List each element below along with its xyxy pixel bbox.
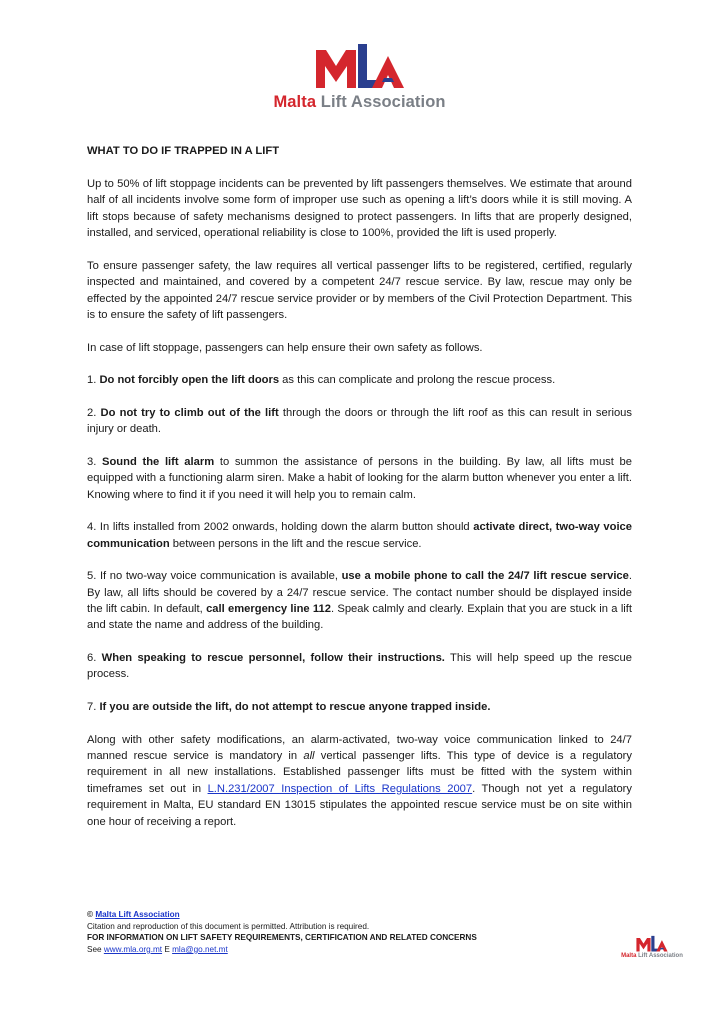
item-text: as this can complicate and prolong the rescue process. [279,374,556,387]
item-text: between persons in the lift and the rescue service. [169,537,422,550]
logo-wordmark [0,93,719,112]
item-text: . Speak calmly and clearly. Explain that you are stuck in a lift and state the name and address of the building. [87,603,633,632]
email-label: E [162,944,173,954]
footer-citation: Citation and reproduction of this document is permitted. Attribution is required. [87,921,370,931]
item-text: through the doors or through the lift roof as this can result in serious injury or death. [87,406,633,436]
footer-contact [87,944,632,956]
item-text: This will help speed up the rescue process. [87,652,632,681]
page-title: WHAT TO DO IF TRAPPED IN A LIFT [87,145,280,157]
item-text: to summon the assistance of persons in the building. By law, all lifts must be equipped with a functioning alarm siren. Make a habit of looking for the alarm button whenever you enter a lift. Knowing where to find it if you need it will help you to remain calm. [87,455,632,501]
footer-copyright [87,909,632,921]
item-number: 2. [87,406,101,419]
see-label: See [87,944,104,954]
footer-logo-wordmark [612,953,692,959]
logo-name-part1: Malta [273,93,317,111]
closing-emphasis: all [303,750,315,763]
closing-paragraph [87,732,632,830]
item-emphasis: Do not forcibly open the lift doors [99,374,280,387]
copyright-symbol: © [87,910,96,919]
item-emphasis: When speaking to rescue personnel, follow their instructions. [101,652,445,665]
org-link[interactable]: Malta Lift Association [95,910,180,919]
header-logo [0,42,719,112]
item-emphasis: use a mobile phone to call the 24/7 lift rescue service [341,570,629,583]
footer-logo [612,935,692,959]
mla-logo-small-icon [635,935,669,953]
main-content [87,143,632,846]
email-link[interactable]: mla@go.net.mt [172,944,228,954]
list-item-6 [87,650,632,683]
mla-logo-icon [312,42,408,92]
item-text: 5. If no two-way voice communication is available, [87,570,342,583]
list-item-3 [87,454,632,503]
item-number: 1. [87,374,100,387]
footer-logo-part1: Malta [621,953,637,959]
item-number: 6. [87,652,102,665]
closing-text: vertical passenger lifts. This type of device is a regulatory requirement in all new installations. Established passenger lifts must be fitted with the system within timeframes set out in [87,750,632,795]
item-emphasis: Sound the lift alarm [102,455,215,468]
logo-name-part2: Lift Association [316,93,446,111]
regulation-link[interactable]: L.N.231/2007 Inspection of Lifts Regulations 2007 [207,782,473,795]
law-paragraph: To ensure passenger safety, the law requires all vertical passenger lifts to be registered, certified, regularly inspected and maintained, and covered by a competent 24/7 rescue service. By law, rescue may only be effected by the appointed 24/7 rescue service provider or by members of the Civil Protection Department. This is to ensure the safety of lift passengers. [87,259,632,322]
page-footer [87,909,632,955]
item-text: 4. In lifts installed from 2002 onwards, holding down the alarm button should [87,521,474,534]
list-item-2 [87,405,632,438]
item-emphasis: call emergency line 112 [206,603,331,616]
closing-text: Along with other safety modifications, an alarm-activated, two-way voice communication linked to 24/7 manned rescue service is mandatory in [87,733,632,763]
item-emphasis: Do not try to climb out of the lift [100,406,279,419]
website-link[interactable]: www.mla.org.mt [103,944,163,954]
item-text: . By law, all lifts should be covered by a 24/7 rescue service. The contact number should be displayed inside the lift cabin. In default, [87,570,632,616]
footer-logo-part2: Lift Association [636,953,683,959]
list-item-4 [87,519,632,552]
item-emphasis: If you are outside the lift, do not attempt to rescue anyone trapped inside. [99,701,491,714]
closing-text: . Though not yet a regulatory requirement in Malta, EU standard EN 13015 stipulates the appointed rescue service must be on site within one hour of receiving a report. [87,782,632,828]
instructions-intro: In case of lift stoppage, passengers can help ensure their own safety as follows. [87,341,483,354]
item-number: 3. [87,455,103,468]
item-emphasis: activate direct, two-way voice communication [87,521,633,550]
list-item-1 [87,372,632,388]
footer-info-heading: FOR INFORMATION ON LIFT SAFETY REQUIREMENTS, CERTIFICATION AND RELATED CONCERNS [87,933,477,943]
list-item-5 [87,568,632,634]
list-item-7 [87,699,632,715]
item-number: 7. [87,701,100,714]
intro-paragraph: Up to 50% of lift stoppage incidents can be prevented by lift passengers themselves. We estimate that around half of all incidents involve some form of improper use such as opening a lift’s doors while it is still moving. A lift stops because of safety mechanisms designed to protect passengers. In lifts that are properly designed, installed, and serviced, operational reliability is close to 100%, provided the lift is used properly. [87,178,632,240]
